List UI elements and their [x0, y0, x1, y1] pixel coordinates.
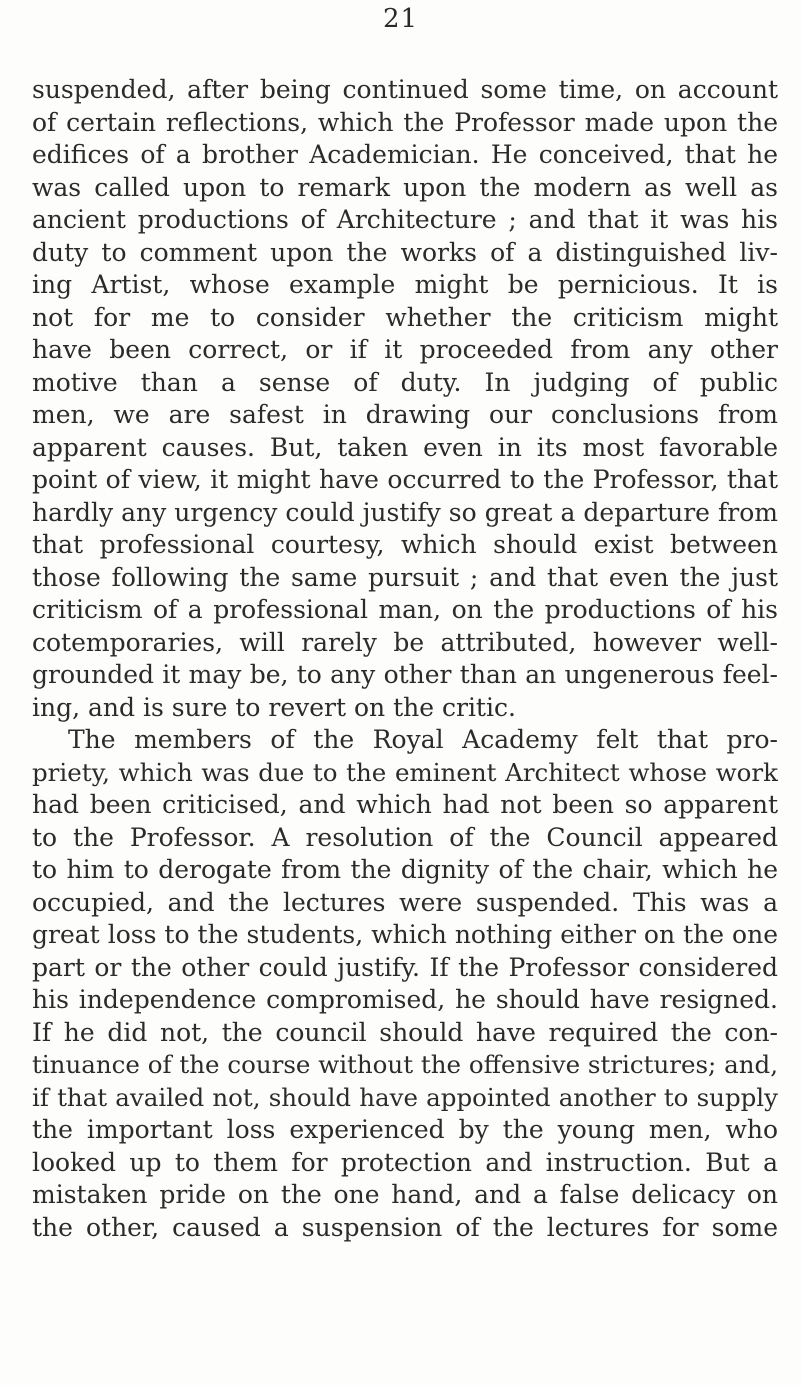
text-line: if that availed not, should have appointed another to supply [32, 1082, 778, 1112]
text-line: duty to comment upon the works of a distinguished liv- [32, 237, 778, 267]
text-line: those following the same pursuit ; and that even the just [32, 562, 778, 592]
text-line: was called upon to remark upon the modern as well as [32, 172, 778, 202]
text-line: cotemporaries, will rarely be attributed, however well- [32, 627, 778, 657]
text-line: priety, which was due to the eminent Architect whose work [32, 757, 778, 787]
text-line: edifices of a brother Academician. He conceived, that he [32, 140, 778, 169]
text-line: the important loss experienced by the young men, who [32, 1115, 778, 1144]
page-number: 21 [382, 4, 419, 34]
text-line: apparent causes. But, taken even in its most favorable [32, 432, 778, 462]
text-line: to him to derogate from the dignity of the chair, which he [32, 855, 778, 884]
text-line: have been correct, or if it proceeded from any other [32, 335, 778, 364]
text-line: the other, caused a suspension of the lectures for some [32, 1212, 778, 1242]
text-line: that professional courtesy, which should exist between [32, 530, 778, 559]
text-line: motive than a sense of duty. In judging of public [32, 367, 778, 397]
text-line: grounded it may be, to any other than an ungenerous feel- [32, 660, 778, 689]
text-line: suspended, after being continued some time, on account [32, 75, 778, 104]
text-line: mistaken pride on the one hand, and a false delicacy on [32, 1180, 778, 1209]
text-line: men, we are safest in drawing our conclusions from [32, 400, 778, 429]
text-line: not for me to consider whether the criticism might [32, 302, 778, 332]
text-line: his independence compromised, he should have resigned. [32, 985, 778, 1014]
text-line: part or the other could justify. If the Professor considered [32, 952, 778, 982]
text-line: hardly any urgency could justify so great a departure from [32, 497, 778, 527]
text-line: criticism of a professional man, on the productions of his [32, 595, 778, 624]
text-line: of certain reflections, which the Professor made upon the [32, 107, 778, 137]
text-line: ing Artist, whose example might be pernicious. It is [32, 270, 778, 299]
text-line: ancient productions of Architecture ; and that it was his [32, 205, 778, 234]
text-line: occupied, and the lectures were suspended. This was a [32, 887, 778, 917]
paragraph [32, 724, 778, 1244]
text-line: had been criticised, and which had not been so apparent [32, 790, 778, 819]
text-line: great loss to the students, which nothing either on the one [32, 920, 778, 949]
text-line: The members of the Royal Academy felt that pro- [68, 725, 778, 754]
text-line: point of view, it might have occurred to the Professor, that [32, 465, 778, 494]
body-text [32, 74, 778, 1244]
text-line: tinuance of the course without the offensive strictures; and, [32, 1050, 778, 1079]
text-line: to the Professor. A resolution of the Council appeared [32, 822, 778, 852]
text-line: looked up to them for protection and instruction. But a [32, 1147, 778, 1177]
text-line: If he did not, the council should have required the con- [32, 1017, 778, 1047]
paragraph [32, 74, 778, 724]
text-line: ing, and is sure to revert on the critic. [32, 692, 516, 722]
